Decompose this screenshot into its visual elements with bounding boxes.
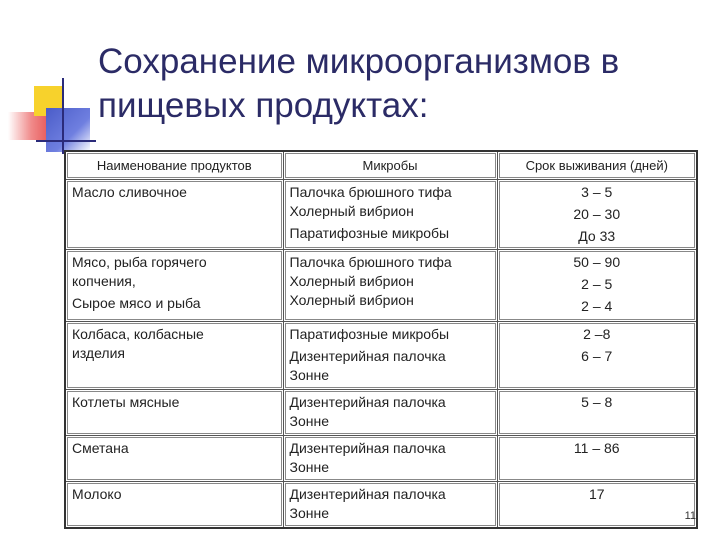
days-value: 2 – 4 bbox=[581, 298, 613, 314]
days-value: 11 – 86 bbox=[573, 440, 620, 456]
microbe-text: Дизентерийная палочка bbox=[289, 440, 446, 456]
product-cell bbox=[65, 390, 283, 436]
product-text: Масло сливочное bbox=[72, 184, 187, 200]
days-cell bbox=[497, 180, 697, 250]
table-header-row bbox=[65, 151, 697, 180]
slide-title: Сохранение микроорганизмов в пищевых продуктах: bbox=[98, 42, 620, 125]
days-value: До 33 bbox=[578, 228, 616, 244]
microbes-cell bbox=[283, 250, 497, 322]
days-cell bbox=[497, 390, 697, 436]
microbe-text: Дизентерийная палочка bbox=[289, 394, 446, 410]
product-cell bbox=[65, 482, 283, 528]
table-row bbox=[65, 250, 697, 322]
days-value: 5 – 8 bbox=[581, 394, 613, 410]
column-header-survival-days: Срок выживания (дней) bbox=[497, 151, 697, 180]
product-text: Сметана bbox=[72, 440, 129, 456]
product-text: Молоко bbox=[72, 486, 122, 502]
product-text: Мясо, рыба горячего bbox=[72, 254, 207, 270]
microbe-text: Зонне bbox=[289, 459, 329, 475]
decorative-horizontal-line bbox=[36, 140, 96, 142]
microbe-text: Холерный вибрион bbox=[289, 273, 414, 289]
microbe-text: Холерный вибрион bbox=[289, 292, 414, 308]
days-cell bbox=[497, 250, 697, 322]
decorative-vertical-line bbox=[62, 78, 64, 154]
days-value: 17 bbox=[588, 486, 605, 502]
microbes-cell bbox=[283, 180, 497, 250]
table-row bbox=[65, 322, 697, 390]
microbe-text: Зонне bbox=[289, 413, 329, 429]
product-cell bbox=[65, 322, 283, 390]
table-row bbox=[65, 436, 697, 482]
days-value: 3 – 5 bbox=[581, 184, 613, 200]
product-text: Колбаса, колбасные bbox=[72, 326, 204, 342]
days-value: 6 – 7 bbox=[581, 348, 613, 364]
days-value: 2 –8 bbox=[583, 326, 611, 342]
microbe-text: Паратифозные микробы bbox=[289, 326, 450, 342]
product-text: Сырое мясо и рыба bbox=[72, 295, 201, 311]
product-cell bbox=[65, 250, 283, 322]
microbe-text: Паратифозные микробы bbox=[289, 225, 450, 241]
product-cell bbox=[65, 436, 283, 482]
column-header-products: Наименование продуктов bbox=[65, 151, 283, 180]
days-cell bbox=[497, 482, 697, 528]
decorative-blue-square bbox=[46, 108, 90, 152]
column-header-microbes: Микробы bbox=[283, 151, 497, 180]
microbes-cell bbox=[283, 322, 497, 390]
microbes-cell bbox=[283, 436, 497, 482]
table-row bbox=[65, 390, 697, 436]
survival-table bbox=[64, 150, 698, 529]
product-text: копчения, bbox=[72, 273, 136, 289]
product-text: Котлеты мясные bbox=[72, 394, 180, 410]
days-cell bbox=[497, 436, 697, 482]
days-cell bbox=[497, 322, 697, 390]
table-row bbox=[65, 180, 697, 250]
microbe-text: Дизентерийная палочка bbox=[289, 348, 446, 364]
microbe-text: Палочка брюшного тифа bbox=[289, 254, 452, 270]
microbes-cell bbox=[283, 482, 497, 528]
days-value: 50 – 90 bbox=[573, 254, 621, 270]
table-row bbox=[65, 482, 697, 528]
microbe-text: Холерный вибрион bbox=[289, 203, 414, 219]
product-cell bbox=[65, 180, 283, 250]
days-value: 2 – 5 bbox=[581, 276, 613, 292]
microbe-text: Зонне bbox=[289, 367, 329, 383]
microbe-text: Зонне bbox=[289, 505, 329, 521]
days-value: 20 – 30 bbox=[573, 206, 621, 222]
microbe-text: Палочка брюшного тифа bbox=[289, 184, 452, 200]
page-number: 11 bbox=[684, 510, 696, 522]
microbe-text: Дизентерийная палочка bbox=[289, 486, 446, 502]
microbes-cell bbox=[283, 390, 497, 436]
product-text: изделия bbox=[72, 345, 125, 361]
